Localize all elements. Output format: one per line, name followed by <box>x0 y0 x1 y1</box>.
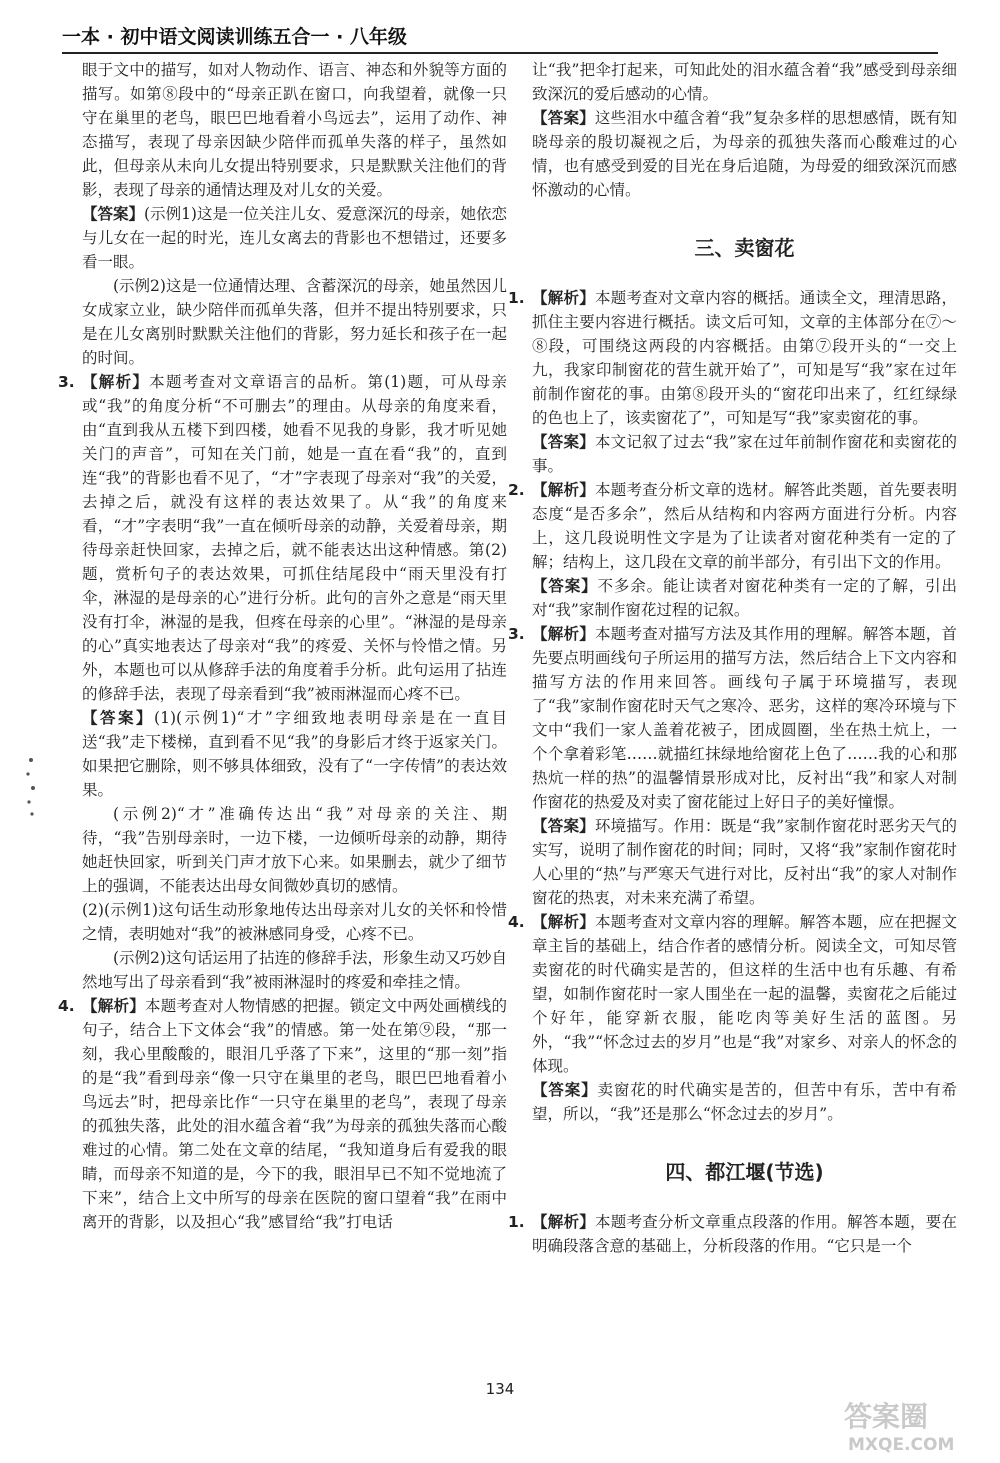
analysis-text: 本题考查对文章内容的理解。解答本题，应在把握文章主旨的基础上，结合作者的感情分析。阅读全文，可知尽管卖窗花的时代确实是苦的，但这样的生活中也有乐趣、有希望，如制作窗花时一家人围坐在一起的温馨，卖窗花之后能过个好年，能穿新衣服，能吃肉等美好生活的蓝图。另外，“我”“怀念过去的岁月”也是“我”对家乡、对亲人的怀念的体现。 <box>532 913 957 1075</box>
answer-tag: 【答案】 <box>532 433 595 451</box>
analysis-tag: 【解析】 <box>82 997 145 1015</box>
watermark-logo <box>838 1392 988 1456</box>
analysis-text: 本题考查分析文章的选材。解答此类题，首先要表明态度“是否多余”，然后从结构和内容两方面进行分析。内容上，这几段说明性文字是为了让读者对窗花种类有一定的了解；结构上，这几段在文章的前半部分，有引出下文的作用。 <box>532 481 957 571</box>
analysis-tag: 【解析】 <box>532 289 595 307</box>
s3-question-4 <box>508 910 957 1078</box>
answer-text: 卖窗花的时代确实是苦的，但苦中有乐，苦中有希望，所以，“我”还是那么“怀念过去的岁月”。 <box>532 1081 957 1123</box>
question-number: 1. <box>508 289 525 307</box>
analysis-tag: 【解析】 <box>532 1213 595 1231</box>
analysis-text: 本题考查对描写方法及其作用的理解。解答本题，首先要点明画线句子所运用的描写方法，然后结合上下文内容和描写方法的作用来回答。画线句子属于环境描写，表现了“我”家制作窗花时天气之寒冷、恶劣，这样的寒冷环境与下文中“我们一家人盖着花被子，团成圆圈，坐在热土炕上，一个个拿着彩笔……就描红抹绿地给窗花上色了……我的心和那热炕一样的热”的温馨情景形成对比，反衬出“我”和家人对制作窗花的热爱及对卖了窗花能过上好日子的美好憧憬。 <box>532 625 957 811</box>
answer-text: 这些泪水中蕴含着“我”复杂多样的思想感情，既有知晓母亲的殷切凝视之后，为母亲的孤独失落而心酸难过的心情，也有感受到爱的目光在身后追随，为母爱的细致深沉而感怀激动的心情。 <box>532 109 957 199</box>
page-number: 134 <box>485 1380 515 1398</box>
answer-text: 本文记叙了过去“我”家在过年前制作窗花和卖窗花的事。 <box>532 433 957 475</box>
analysis-text: 本题考查对人物情感的把握。锁定文中两处画横线的句子，结合上下文体会“我”的情感。第一处在第⑨段，“那一刻，我心里酸酸的，眼泪几乎落了下来”，这里的“那一刻”指的是“我”看到母亲“像一只守在巢里的老鸟，眼巴巴地看着小鸟远去”时，把母亲比作“一只守在巢里的老鸟”，表现了母亲的孤独失落，此处的泪水蕴含着“我”为母亲的孤独失落而心酸难过的心情。第二处在文章的结尾，“我知道身后有爱我的眼睛，而母亲不知道的是，今下的我，眼泪早已不知不觉地流了下来”，结合上文中所写的母亲在医院的窗口望着“我”在雨中离开的背影，以及担心“我”感冒给“我”打电话 <box>82 997 507 1231</box>
question-number: 2. <box>508 481 525 499</box>
answer-3-example-2: (示例2)“才”准确传达出“我”对母亲的关注、期待，“我”告别母亲时，一边下楼，一边倾听母亲的动静，期待她赶快回家，听到关门声才放下心来。如果删去，就少了细节上的强调，不能表达出母女间微妙真切的感情。 <box>82 805 507 895</box>
analysis-tag: 【解析】 <box>532 481 595 499</box>
analysis-tag: 【解析】 <box>532 625 595 643</box>
question-3 <box>58 370 507 706</box>
answer-2 <box>82 202 507 274</box>
answer-tag: 【答案】 <box>532 109 595 127</box>
question-number: 4. <box>58 997 75 1015</box>
analysis-text: 本题考查对文章内容的概括。通读全文，理清思路，抓住主要内容进行概括。读文后可知，文章的主体部分在⑦～⑧段，可围绕这两段的内容概括。由第⑦段开头的“一交上九，我家印制窗花的营生就开始了”，可知是写“我”家在过年前制作窗花的事。由第⑧段开头的“窗花印出来了，红红绿绿的色也上了，该卖窗花了”，可知是写“我”家卖窗花的事。 <box>532 289 957 427</box>
analysis-text: 本题考查分析文章重点段落的作用。解答本题，要在明确段落含意的基础上，分析段落的作用。“它只是一个 <box>532 1213 957 1255</box>
continued-text: 让“我”把伞打起来，可知此处的泪水蕴含着“我”感受到母亲细致深沉的爱后感动的心情。 <box>532 61 957 103</box>
answer-3 <box>82 706 507 802</box>
s3-question-3 <box>508 622 957 814</box>
question-4 <box>58 994 507 1234</box>
watermark-en: MXQE.COM <box>848 1435 955 1455</box>
question-number: 3. <box>58 373 75 391</box>
intro-paragraph: 眼于文中的描写，如对人物动作、语言、神态和外貌等方面的描写。如第⑧段中的“母亲正趴在窗口，向我望着，就像一只守在巢里的老鸟，眼巴巴地看着小鸟远去”，运用了动作、神态描写，表现了母亲因缺少陪伴而孤单失落的样子，虽然如此，但母亲从未向儿女提出特别要求，只是默默关注他们的背影，表现了母亲的通情达理及对儿女的关爱。 <box>82 61 507 199</box>
left-column <box>58 58 507 1234</box>
header-rule <box>62 52 938 54</box>
analysis-text: 本题考查对文章语言的品析。第(1)题，可从母亲或“我”的角度分析“不可删去”的理由。从母亲的角度来看，由“直到我从五楼下到四楼，她看不见我的身影，我才听见她关门的声音”，可知在关门前，她是一直在看“我”的，直到连“我”的背影也看不见了，“才”字表现了母亲对“我”的关爱，去掉之后，就没有这样的表达效果了。从“我”的角度来看，“才”字表明“我”一直在倾听母亲的动静，关爱着母亲，期待母亲赶快回家，去掉之后，就不能表达出这种情感。第(2)题，赏析句子的表达效果，可抓住结尾段中“雨天里没有打伞，淋湿的是母亲的心”进行分析。此句的言外之意是“雨天里没有打伞，淋湿的是我，但疼在母亲的心里”。“淋湿的是母亲的心”真实地表达了母亲对“我”的疼爱、关怀与怜惜之情。另外，本题也可以从修辞手法的角度着手分析。此句运用了拈连的修辞手法，表现了母亲看到“我”被雨淋湿而心疼不已。 <box>82 373 507 703</box>
right-column <box>508 58 957 1258</box>
question-number: 4. <box>508 913 525 931</box>
page-header: 一本 · 初中语文阅读训练五合一 · 八年级 <box>62 26 407 48</box>
binding-marks <box>22 752 40 822</box>
s3-answer-4 <box>532 1078 957 1126</box>
answer-3-part-2-example-2: (示例2)这句话运用了拈连的修辞手法，形象生动又巧妙自然地写出了母亲看到“我”被雨淋湿时的疼爱和牵挂之情。 <box>82 949 507 991</box>
analysis-tag: 【解析】 <box>532 913 595 931</box>
s3-question-1 <box>508 286 957 430</box>
section-title-3: 三、卖窗花 <box>694 236 795 260</box>
answer-tag: 【答案】 <box>82 709 155 727</box>
question-number: 1. <box>508 1213 525 1231</box>
answer-tag: 【答案】 <box>532 577 598 595</box>
answer-2-example-2: (示例2)这是一位通情达理、含蓄深沉的母亲，她虽然因儿女成家立业，缺少陪伴而孤单失落，但并不提出特别要求，只是在儿女离别时默默关注他们的背影，努力延长和孩子在一起的时间。 <box>82 277 507 367</box>
answer-4 <box>532 106 957 202</box>
answer-text: 环境描写。作用：既是“我”家制作窗花时恶劣天气的实写，说明了制作窗花的时间；同时，又将“我”家制作窗花时人心里的“热”与严寒天气进行对比，反衬出“我”的家人对制作窗花的热衷，对未来充满了希望。 <box>532 817 957 907</box>
question-number: 3. <box>508 625 525 643</box>
analysis-tag: 【解析】 <box>82 373 150 391</box>
answer-tag: 【答案】 <box>532 1081 598 1099</box>
s3-question-2 <box>508 478 957 574</box>
s3-answer-1 <box>532 430 957 478</box>
answer-text: (1)(示例1)“才”字细致地表明母亲是在一直目送“我”走下楼梯，直到看不见“我”的身影后才终于返家关门。如果把它删除，则不够具体细致，没有了“一字传情”的表达效果。 <box>82 709 507 799</box>
answer-tag: 【答案】 <box>82 205 145 223</box>
watermark-cn: 答案圈 <box>844 1400 929 1433</box>
s3-answer-3 <box>532 814 957 910</box>
answer-3-part-2: (2)(示例1)这句话生动形象地传达出母亲对儿女的关怀和怜惜之情，表明她对“我”的被淋感同身受，心疼不已。 <box>82 901 507 943</box>
answer-tag: 【答案】 <box>532 817 595 835</box>
answer-text: (示例1)这是一位关注儿女、爱意深沉的母亲，她依恋与儿女在一起的时光，连儿女离去的背影也不想错过，还要多看一眼。 <box>82 205 507 271</box>
section-title-4: 四、都江堰(节选) <box>665 1160 824 1184</box>
s3-answer-2 <box>532 574 957 622</box>
answer-text: 不多余。能让读者对窗花种类有一定的了解，引出对“我”家制作窗花过程的记叙。 <box>532 577 957 619</box>
s4-question-1 <box>508 1210 957 1258</box>
